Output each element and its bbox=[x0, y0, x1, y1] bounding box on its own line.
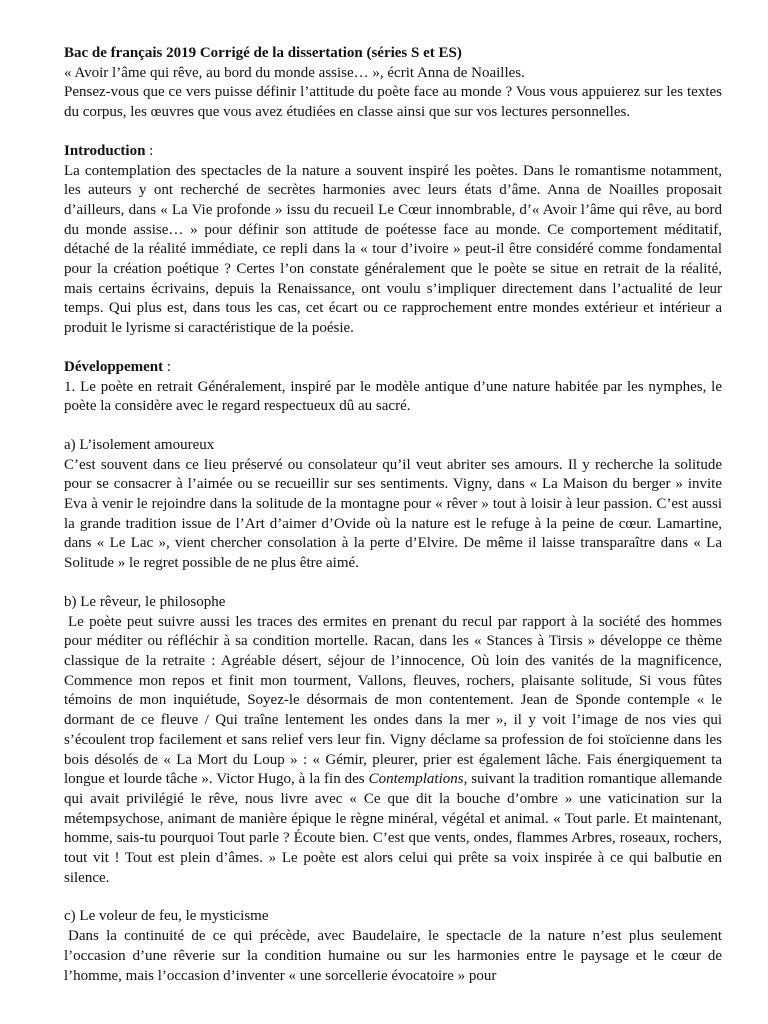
document-title: Bac de français 2019 Corrigé de la dissertation (séries S et ES) bbox=[64, 45, 462, 61]
introduction-heading-line bbox=[64, 142, 722, 162]
introduction-heading-suffix: : bbox=[145, 142, 154, 159]
dissertation-prompt: Pensez-vous que ce vers puisse définir l’attitude du poète face au monde ? Vous vous appuierez sur les textes du corpus, les œuvres que vous avez étudiées en classe ainsi que sur vos lectures personnelles. bbox=[64, 84, 722, 121]
development-heading: Développement bbox=[64, 358, 164, 375]
section-c-body: Dans la continuité de ce qui précède, avec Baudelaire, le spectacle de la nature n’est plus seulement l’occasion d’une rêverie sur la condition humaine ou sur les harmonies entre le paysage et le cœur de l’homme, mais l’occasion d’inventer « une sorcellerie évocatoire » pour bbox=[64, 928, 722, 984]
development-heading-suffix: : bbox=[163, 358, 172, 375]
introduction-heading: Introduction bbox=[64, 142, 146, 159]
section-a-body: C’est souvent dans ce lieu préservé ou consolateur qu’il veut abriter ses amours. Il y recherche la solitude pour se consacrer à l’aimée ou se recueillir sur ses sentiments. Vigny, dans « La Maison du berger » invite Eva à venir le rejoindre dans la solitude de la montagne pour « rêver » tout à loisir à leur passion. C’est aussi la grande tradition issue de l’Art d’aimer d’Ovide où la nature est le refuge à la peine de cœur. Lamartine, dans « Le Lac », vient chercher consolation à la perte d’Elvire. De même il laisse transparaître dans « La Solitude » le regret possible de ne plus être aimé. bbox=[64, 456, 722, 572]
section-b-heading: b) Le rêveur, le philosophe bbox=[64, 593, 226, 610]
quote-line: « Avoir l’âme qui rêve, au bord du monde assise… », écrit Anna de Noailles. bbox=[64, 64, 525, 81]
document-page bbox=[64, 44, 722, 986]
section-a-heading: a) L’isolement amoureux bbox=[64, 436, 215, 453]
part-1: 1. Le poète en retrait Généralement, inspiré par le modèle antique d’une nature habitée par les nymphes, le poète la considère avec le regard respectueux dû au sacré. bbox=[64, 378, 722, 415]
document-header bbox=[64, 44, 722, 83]
section-b-body bbox=[64, 613, 722, 889]
section-b-body-part-2: , suivant la tradition romantique allemande qui avait privilégié le rêve, nous livre avec « Ce que dit la bouche d’ombre » une vaticination sur la métempsychose, animant de manière épique le règne minéral, végétal et animal. « Tout parle. Et maintenant, homme, sais-tu pourquoi Tout parle ? Écoute bien. C’est que vents, ondes, flammes Arbres, roseaux, rochers, tout vit ! Tout est plein d’âmes. » Le poète est alors celui qui prête sa voix inspirée à ce qui balbutie en silence. bbox=[64, 771, 722, 886]
section-c-heading: c) Le voleur de feu, le mysticisme bbox=[64, 908, 269, 925]
section-b-body-part-1: Le poète peut suivre aussi les traces des ermites en prenant du recul par rapport à la société des hommes pour méditer ou réfléchir à sa condition mortelle. Racan, dans les « Stances à Tirsis » développe ce thème classique de la retraite : Agréable désert, séjour de l’innocence, Où loin des vanités de la magnificence, Commence mon repos et finit mon tourment, Vallons, fleuves, rochers, plaisante solitude, Si vous fûtes témoins de mon inquiétude, Soyez-le désormais de mon contentement. Jean de Sponde contemple « le dormant de ce fleuve / Qui traîne lentement les ondes dans la mer », il y voit l’image de nos vies qui s’écoulent trop facilement et sans relief vers leur fin. Vigny déclame sa profession de foi stoïcienne dans les bois désolés de « La Mort du Loup » : « Gémir, pleurer, prier est également lâche. Fais énergiquement ta longue et lourde tâche ». Victor Hugo, à la fin des bbox=[64, 613, 722, 788]
development-heading-line bbox=[64, 358, 722, 378]
contemplations-title: Contemplations bbox=[368, 771, 464, 788]
introduction-body: La contemplation des spectacles de la nature a souvent inspiré les poètes. Dans le romantisme notamment, les auteurs y ont recherché de secrètes harmonies avec leurs états d’âme. Anna de Noailles proposait d’ailleurs, dans « La Vie profonde » issu du recueil Le Cœur innombrable, d’« Avoir l’âme qui rêve, au bord du monde assise… » pour définir son attitude de poétesse face au monde. Ce comportement méditatif, détaché de la réalité immédiate, ce repli dans la « tour d’ivoire » peut-il être considéré comme fondamental pour la création poétique ? Certes l’on constate généralement que le poète se situe en retrait de la réalité, mais certains écrivains, depuis la Renaissance, ont voulu s’impliquer directement dans l’actualité de leur temps. Qui plus est, dans tous les cas, cet écart ou ce rapprochement entre mondes extérieur et intérieur a produit le lyrisme si caractéristique de la poésie. bbox=[64, 162, 722, 337]
